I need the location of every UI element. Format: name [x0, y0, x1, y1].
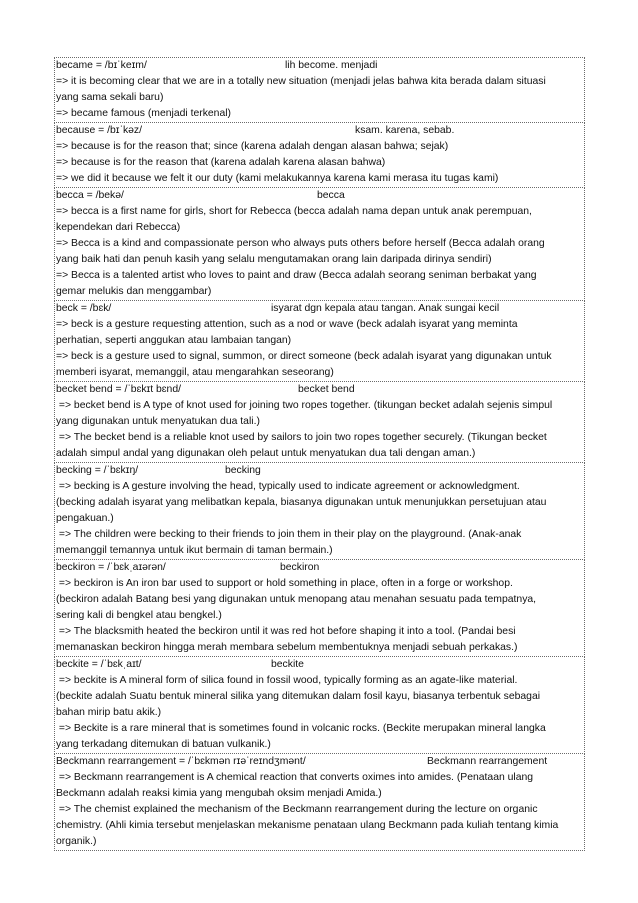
- example-line: => The becket bend is a reliable knot used by sailors to join two ropes together securely. (Tikungan becket: [56, 432, 547, 443]
- dictionary-entry: [54, 560, 585, 657]
- example-line: => Becca is a talented artist who loves to paint and draw (Becca adalah seorang seniman berbakat yang: [56, 270, 537, 281]
- dictionary-entry: [54, 123, 585, 188]
- example-line: organik.): [56, 836, 97, 847]
- example-line: kependekan dari Rebecca): [56, 222, 181, 233]
- example-line: => Beckmann rearrangement is A chemical reaction that converts oximes into amides. (Penataan ulang: [56, 772, 534, 783]
- example-line: => becca is a first name for girls, short for Rebecca (becca adalah nama depan untuk anak perempuan,: [56, 206, 532, 217]
- example-line: => The children were becking to their friends to join them in their play on the playground. (Anak-anak: [56, 529, 522, 540]
- entry-heading: [55, 58, 584, 74]
- example-line: yang digunakan untuk menyatukan dua tali.): [56, 416, 260, 427]
- example-line: => beck is a gesture requesting attention, such as a nod or wave (beck adalah isyarat yang meminta: [56, 319, 518, 330]
- headword-translation: beckite: [271, 659, 304, 670]
- dictionary-entry: [54, 382, 585, 463]
- headword-translation: lih become. menjadi: [285, 60, 378, 71]
- example-line: => The chemist explained the mechanism of the Beckmann rearrangement during the lecture on organic: [56, 804, 538, 815]
- dictionary-entry: [54, 301, 585, 382]
- example-line: yang sama sekali baru): [56, 92, 164, 103]
- entry-heading: [55, 754, 584, 770]
- headword-translation: ksam. karena, sebab.: [355, 125, 455, 136]
- headword-translation: becca: [317, 190, 345, 201]
- example-line: => became famous (menjadi terkenal): [56, 108, 231, 119]
- example-line: => beckite is A mineral form of silica found in fossil wood, typically forming as an agate-like material.: [56, 675, 518, 686]
- example-line: adalah simpul andal yang digunakan oleh pelaut untuk menyatukan dua tali dengan aman.): [56, 448, 476, 459]
- example-line: pengakuan.): [56, 513, 114, 524]
- example-line: => beckiron is An iron bar used to support or hold something in place, often in a forge or workshop.: [56, 578, 513, 589]
- example-line: gemar melukis dan menggambar): [56, 286, 212, 297]
- headword-translation: becking: [225, 465, 261, 476]
- example-line: yang terkadang ditemukan di batuan vulkanik.): [56, 739, 271, 750]
- headword: becket bend = /ˈbɛkɪt bɛnd/: [56, 384, 182, 395]
- headword-translation: becket bend: [298, 384, 355, 395]
- entry-heading: [55, 560, 584, 576]
- headword-translation: beckiron: [280, 562, 320, 573]
- example-line: => we did it because we felt it our duty (kami melakukannya karena kami merasa itu tugas kami): [56, 173, 499, 184]
- headword-translation: isyarat dgn kepala atau tangan. Anak sungai kecil: [271, 303, 500, 314]
- example-line: (beckite adalah Suatu bentuk mineral silika yang ditemukan dalam fosil kayu, biasanya terbentuk sebagai: [56, 691, 541, 702]
- headword: becking = /ˈbɛkɪŋ/: [56, 465, 139, 476]
- example-line: (becking adalah isyarat yang melibatkan kepala, biasanya digunakan untuk menunjukkan persetujuan atau: [56, 497, 547, 508]
- example-line: => Becca is a kind and compassionate person who always puts others before herself (Becca adalah orang: [56, 238, 545, 249]
- headword: Beckmann rearrangement = /ˈbɛkmən rɪəˈreɪndʒmənt/: [56, 756, 306, 767]
- example-line: Beckmann adalah reaksi kimia yang mengubah oksim menjadi Amida.): [56, 788, 382, 799]
- entry-heading: [55, 123, 584, 139]
- example-line: => becket bend is A type of knot used for joining two ropes together. (tikungan becket adalah sejenis simpul: [56, 400, 553, 411]
- headword-translation: Beckmann rearrangement: [427, 756, 548, 767]
- dictionary-sheet: [54, 57, 585, 851]
- example-line: perhatian, seperti anggukan atau lambaian tangan): [56, 335, 292, 346]
- example-line: sering kali di bengkel atau bengkel.): [56, 610, 222, 621]
- example-line: bahan mirip batu akik.): [56, 707, 162, 718]
- entry-heading: [55, 463, 584, 479]
- example-line: => The blacksmith heated the beckiron until it was red hot before shaping it into a tool. (Pandai besi: [56, 626, 516, 637]
- headword: because = /bɪˈkəz/: [56, 125, 143, 136]
- dictionary-entry: [54, 58, 585, 123]
- example-line: (beckiron adalah Batang besi yang digunakan untuk menopang atau menahan sesuatu pada tempatnya,: [56, 594, 537, 605]
- example-line: => it is becoming clear that we are in a totally new situation (menjadi jelas bahwa kita berada dalam situasi: [56, 76, 546, 87]
- dictionary-entry: [54, 188, 585, 301]
- example-line: memanggil temannya untuk ikut bermain di taman bermain.): [56, 545, 333, 556]
- entry-heading: [55, 188, 584, 204]
- example-line: chemistry. (Ahli kimia tersebut menjelaskan mekanisme penataan ulang Beckmann pada kuliah tentang kimia: [56, 820, 559, 831]
- example-line: => because is for the reason that; since (karena adalah dengan alasan bahwa; sejak): [56, 141, 449, 152]
- headword: becca = /bekə/: [56, 190, 124, 201]
- entry-heading: [55, 382, 584, 398]
- headword: beckiron = /ˈbɛkˌaɪərən/: [56, 562, 166, 573]
- example-line: => beck is a gesture used to signal, summon, or direct someone (beck adalah isyarat yang digunakan untuk: [56, 351, 552, 362]
- headword: became = /bɪˈkeɪm/: [56, 60, 147, 71]
- example-line: => becking is A gesture involving the head, typically used to indicate agreement or acknowledgment.: [56, 481, 520, 492]
- dictionary-entry: [54, 657, 585, 754]
- example-line: memanaskan beckiron hingga merah membara sebelum membentuknya menjadi sebuah perkakas.): [56, 642, 518, 653]
- dictionary-entry: [54, 463, 585, 560]
- example-line: => because is for the reason that (karena adalah karena alasan bahwa): [56, 157, 386, 168]
- entry-heading: [55, 657, 584, 673]
- example-line: yang baik hati dan penuh kasih yang selalu mengutamakan orang lain daripada dirinya sendiri): [56, 254, 492, 265]
- headword: beck = /bɛk/: [56, 303, 112, 314]
- example-line: memberi isyarat, memanggil, atau mengarahkan seseorang): [56, 367, 334, 378]
- dictionary-entry: [54, 754, 585, 851]
- example-line: => Beckite is a rare mineral that is sometimes found in volcanic rocks. (Beckite merupakan mineral langka: [56, 723, 546, 734]
- entry-heading: [55, 301, 584, 317]
- headword: beckite = /ˈbɛkˌaɪt/: [56, 659, 142, 670]
